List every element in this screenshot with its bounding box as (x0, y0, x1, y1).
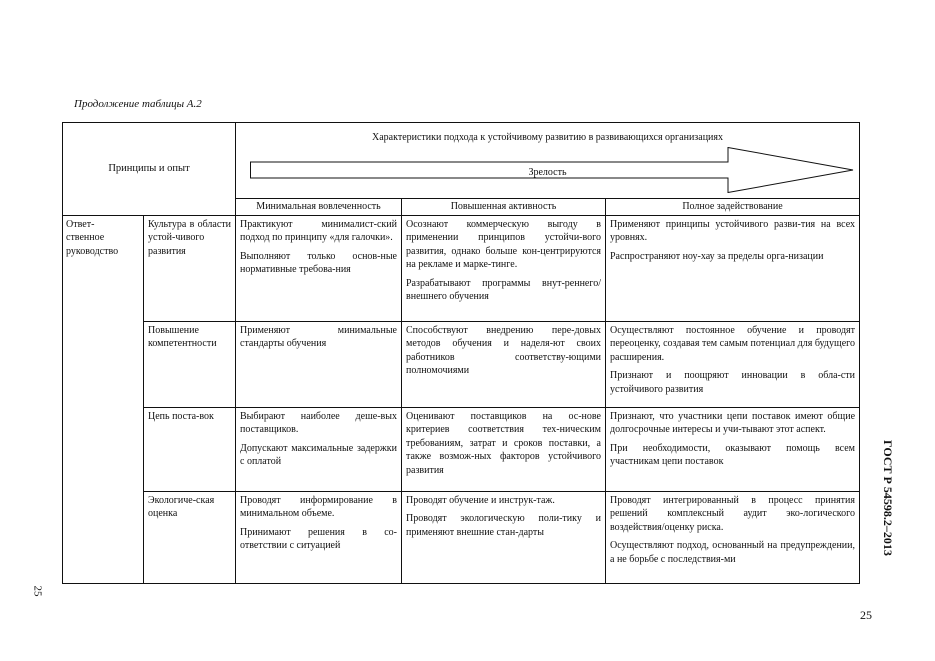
group-responsible-leadership: Ответ- ственное руководство (63, 215, 144, 583)
competence-minimal: Применяют минимальные стандарты обучения (236, 321, 402, 407)
supply-chain-full: Признают, что участники цепи поставок имеют общие долгосрочные интересы и учи-тывают этот аспект. При необходимости, оказывают помощь всем участникам цепи поставок (606, 407, 860, 491)
competence-full: Осуществляют постоянное обучение и проводят переоценку, создавая тем самым потенциал для будущего расширения. Признают и поощряют инновации в обла-сти устойчивого развития (606, 321, 860, 407)
characteristics-title: Характеристики подхода к устойчивому развитию в развивающихся организациях (372, 132, 723, 143)
principle-culture: Культура в области устой-чивого развития (144, 215, 236, 321)
culture-active: Осознают коммерческую выгоду в применении принципов устойчи-вого развития, однако больше кон-центрируются на рекламе и марке-тинге. Разрабатывают программы внут-реннего/внешнего обучения (402, 215, 606, 321)
table-caption: Продолжение таблицы А.2 (74, 98, 202, 110)
characteristics-header (236, 123, 860, 199)
culture-full: Применяют принципы устойчивого разви-тия на всех уровнях. Распространяют ноу-хау за пределы орга-низации (606, 215, 860, 321)
page-number: 25 (860, 608, 872, 622)
level-active: Повышенная активность (402, 199, 606, 216)
environmental-active: Проводят обучение и инструк-таж. Проводят экологическую поли-тику и применяют внешние стан-дарты (402, 491, 606, 583)
principle-environmental: Экологиче-ская оценка (144, 491, 236, 583)
environmental-full: Проводят интегрированный в процесс принятия решений комплексный аудит эко-логического воздействия/оценку риска. Осуществляют подход, основанный на предупреждении, а не борьбе с последствия-ми (606, 491, 860, 583)
supply-chain-minimal: Выбирают наиболее деше-вых поставщиков. Допускают максимальные задержки с оплатой (236, 407, 402, 491)
environmental-minimal: Проводят информирование в минимальном объеме. Принимают решения в со-ответствии с ситуацией (236, 491, 402, 583)
principles-header: Принципы и опыт (63, 123, 236, 216)
supply-chain-active: Оценивают поставщиков на ос-нове критериев соответствия тех-ническим требованиям, затрат и сроков поставки, а также возмож-ных факторов устойчивого развития (402, 407, 606, 491)
page-number-rotated: 25 (31, 585, 44, 597)
level-full: Полное задействование (606, 199, 860, 216)
sustainability-table (62, 122, 860, 584)
standard-designation: ГОСТ Р 54598.2–2013 (881, 440, 895, 556)
principle-competence: Повышение компетентности (144, 321, 236, 407)
culture-minimal: Практикуют минималист-ский подход по принципу «для галочки». Выполняют только основ-ные нормативные требова-ния (236, 215, 402, 321)
maturity-label: Зрелость (528, 167, 567, 178)
principle-supply-chain: Цепь поста-вок (144, 407, 236, 491)
competence-active: Способствуют внедрению пере-довых методов обучения и наделя-ют своих работников соответству-ющими полномочиями (402, 321, 606, 407)
level-minimal: Минимальная вовлеченность (236, 199, 402, 216)
